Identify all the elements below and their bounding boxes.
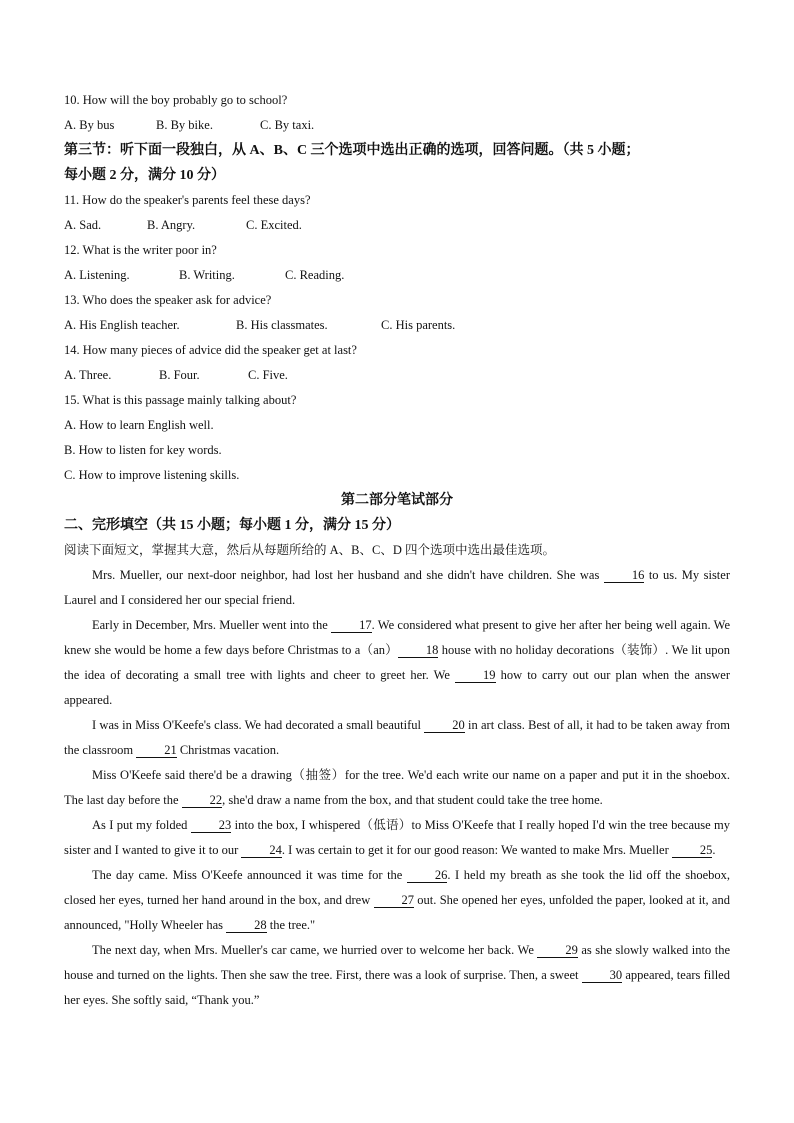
cloze-instructions: 阅读下面短文，掌握其大意，然后从每题所给的 A、B、C、D 四个选项中选出最佳选项。	[64, 543, 555, 557]
options-12	[64, 263, 730, 288]
passage-text: house with no holiday decorations（装饰）. We lit upon the idea of decorating a small tree with lights and cheer to greet her. We	[64, 643, 730, 682]
passage-text: in art class. Best of all, it had to be taken away from the classroom	[64, 718, 730, 757]
blank-24: 24	[241, 843, 282, 858]
option-15-a: A. How to learn English well.	[64, 418, 214, 432]
section-3-heading: 第三节：听下面一段独白，从 A、B、C 三个选项中选出正确的选项，回答问题。（共 5 小题；	[64, 143, 640, 158]
option-b: B. His classmates.	[236, 318, 328, 332]
passage-text: how to carry out our plan when the answer appeared.	[64, 668, 731, 707]
option-a: A. Listening.	[64, 268, 130, 282]
option-a: A. By bus	[64, 118, 115, 132]
passage-text: .	[712, 843, 716, 857]
question-12: 12. What is the writer poor in?	[64, 243, 217, 257]
question-14: 14. How many pieces of advice did the speaker get at last?	[64, 343, 357, 357]
question-10: 10. How will the boy probably go to school?	[64, 93, 288, 107]
passage-paragraph-3	[64, 713, 730, 763]
options-13	[64, 313, 730, 338]
passage-text: Early in December, Mrs. Mueller went into the	[92, 618, 332, 632]
passage-text: Mrs. Mueller, our next-door neighbor, had lost her husband and she didn't have children. She was	[92, 568, 604, 582]
blank-20: 20	[424, 718, 465, 733]
options-11	[64, 213, 730, 238]
option-a: A. Three.	[64, 368, 112, 382]
passage-paragraph-4	[64, 763, 730, 813]
blank-28: 28	[226, 918, 267, 933]
blank-16: 16	[604, 568, 645, 583]
options-14	[64, 363, 730, 388]
blank-30: 30	[582, 968, 623, 983]
blank-23: 23	[191, 818, 232, 833]
option-c: C. By taxi.	[260, 118, 315, 132]
passage-paragraph-5	[64, 813, 730, 863]
passage-text: As I put my folded	[92, 818, 191, 832]
blank-29: 29	[537, 943, 578, 958]
part-2-title: 第二部分笔试部分	[341, 493, 453, 508]
passage-text: appeared, tears filled her eyes. She softly said, “Thank you.”	[64, 968, 730, 1007]
passage-text: to us. My sister Laurel and I considered her our special friend.	[64, 568, 730, 607]
cloze-section-title: 二、完形填空（共 15 小题；每小题 1 分，满分 15 分）	[64, 518, 400, 533]
option-c: C. Excited.	[246, 218, 302, 232]
passage-text: , she'd draw a name from the box, and that student could take the tree home.	[222, 793, 603, 807]
passage-text: . I held my breath as she took the lid off the shoebox, closed her eyes, turned her hand around in the box, and drew	[64, 868, 731, 907]
passage-paragraph-6	[64, 863, 730, 938]
blank-27: 27	[374, 893, 415, 908]
blank-25: 25	[672, 843, 713, 858]
option-c: C. Reading.	[285, 268, 345, 282]
passage-text: the tree."	[266, 918, 316, 932]
option-c: C. Five.	[248, 368, 288, 382]
passage-text: out. She opened her eyes, unfolded the paper, looked at it, and announced, "Holly Wheeler has	[64, 893, 730, 932]
question-13: 13. Who does the speaker ask for advice?	[64, 293, 272, 307]
option-c: C. His parents.	[381, 318, 456, 332]
option-a: A. His English teacher.	[64, 318, 180, 332]
option-b: B. By bike.	[156, 118, 213, 132]
blank-26: 26	[407, 868, 448, 883]
blank-21: 21	[136, 743, 177, 758]
passage-text: into the box, I whispered（低语）to Miss O'Keefe that I really hoped I'd win the tree because my sister and I wanted to give it to our	[64, 818, 730, 857]
option-15-b: B. How to listen for key words.	[64, 443, 222, 457]
passage-text: . I was certain to get it for our good reason: We wanted to make Mrs. Mueller	[281, 843, 672, 857]
blank-17: 17	[331, 618, 372, 633]
question-15: 15. What is this passage mainly talking about?	[64, 393, 297, 407]
blank-22: 22	[182, 793, 223, 808]
passage-paragraph-2	[64, 613, 730, 713]
passage-paragraph-7	[64, 938, 730, 1013]
passage-paragraph-1	[64, 563, 730, 613]
section-3-heading-cont: 每小题 2 分，满分 10 分）	[64, 168, 225, 183]
passage-text: Miss O'Keefe said there'd be a drawing（抽签）for the tree. We'd each write our name on a paper and put it in the shoebox. The last day before the	[64, 768, 730, 807]
passage-text: Christmas vacation.	[176, 743, 280, 757]
option-b: B. Four.	[159, 368, 200, 382]
passage-text: The day came. Miss O'Keefe announced it was time for the	[92, 868, 407, 882]
passage-text: I was in Miss O'Keefe's class. We had decorated a small beautiful	[92, 718, 425, 732]
question-11: 11. How do the speaker's parents feel these days?	[64, 193, 311, 207]
passage-text: . We considered what present to give her after her being well again. We knew she would be home a few days before Christmas to a（an）	[64, 618, 731, 657]
passage-text: as she slowly walked into the house and turned on the lights. Then she saw the tree. First, there was a look of surprise. Then, a sweet	[64, 943, 730, 982]
options-10	[64, 113, 730, 138]
option-a: A. Sad.	[64, 218, 102, 232]
blank-18: 18	[398, 643, 439, 658]
blank-19: 19	[455, 668, 496, 683]
passage-text: The next day, when Mrs. Mueller's car came, we hurried over to welcome her back. We	[92, 943, 538, 957]
option-b: B. Writing.	[179, 268, 235, 282]
document-page	[64, 88, 730, 1013]
option-b: B. Angry.	[147, 218, 196, 232]
option-15-c: C. How to improve listening skills.	[64, 468, 240, 482]
